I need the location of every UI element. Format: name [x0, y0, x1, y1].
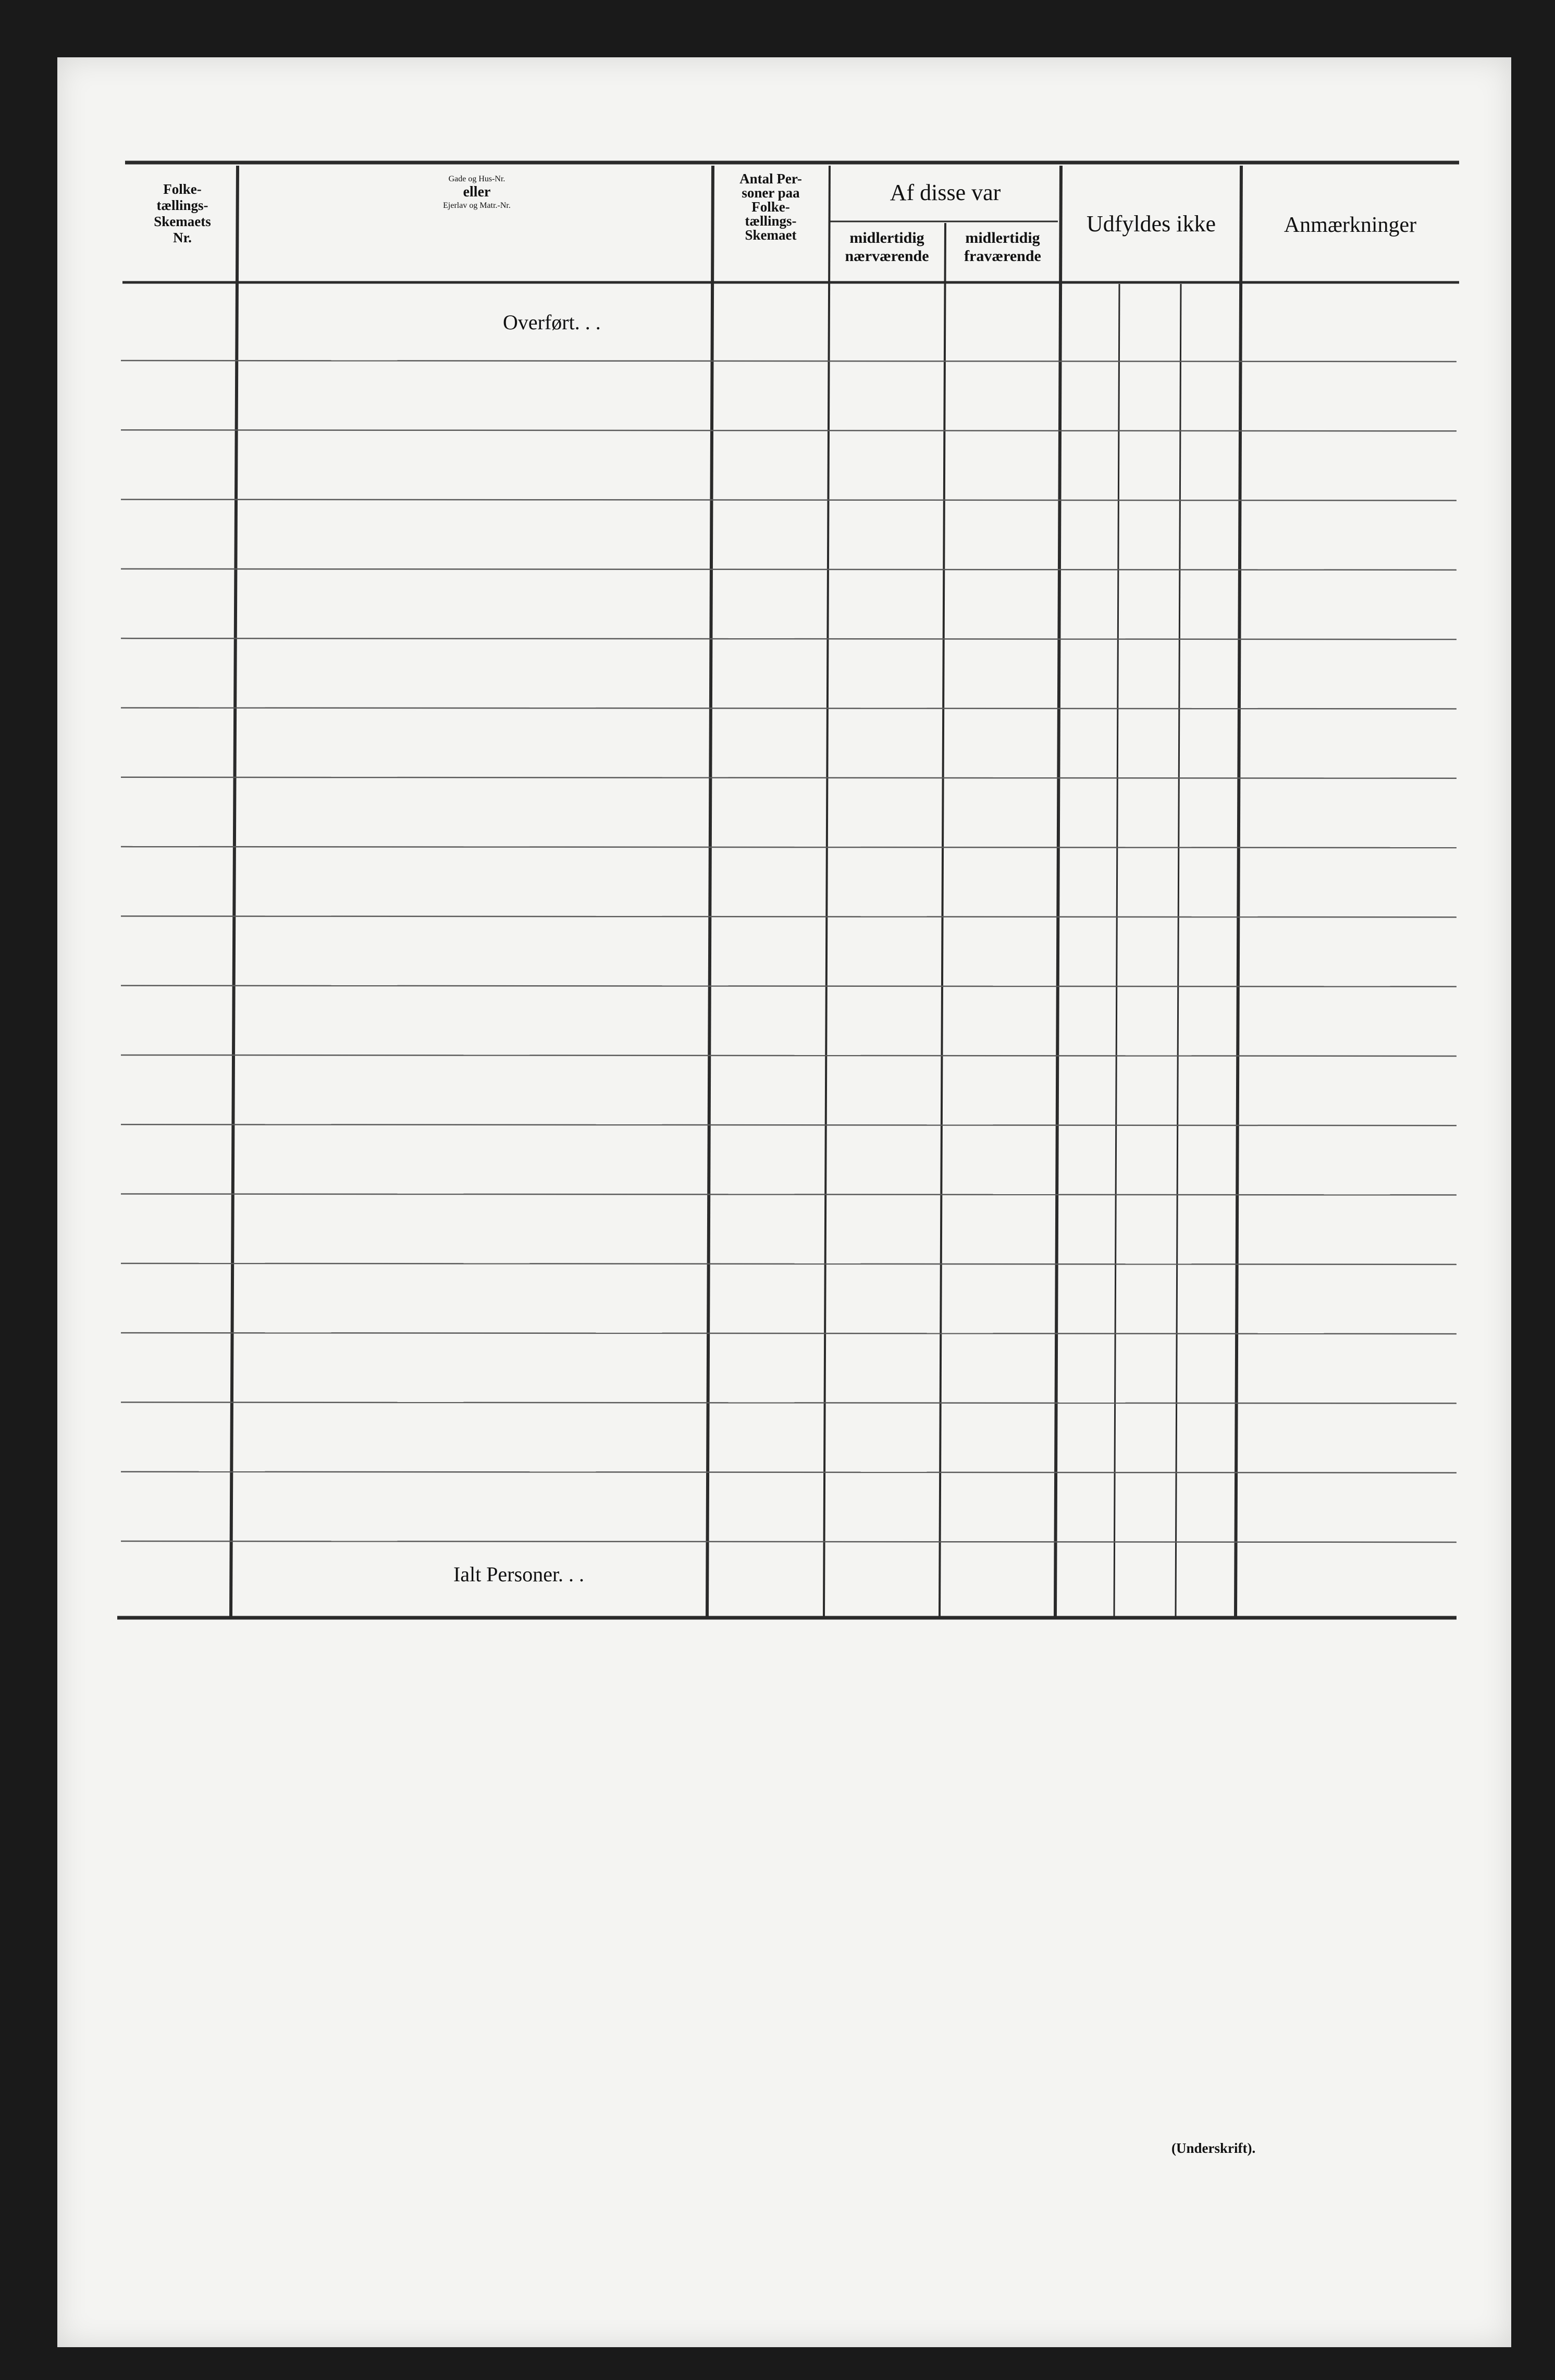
header-line: midlertidig: [849, 229, 924, 246]
header-midlertidig-naervaerende: [831, 229, 943, 265]
header-midlertidig-fravaerende: [946, 229, 1059, 265]
total-persons-label: Ialt Personer. . .: [453, 1563, 585, 1586]
header-line: tællings-: [745, 213, 797, 229]
header-line: soner paa: [742, 185, 800, 201]
header-line: tællings-: [156, 197, 208, 214]
carried-over-label: Overført. . .: [503, 311, 601, 334]
header-line: Skemaet: [745, 227, 797, 243]
signature-caption: (Underskrift).: [1171, 2140, 1256, 2156]
header-line: eller: [463, 184, 491, 201]
header-udfyldes-ikke: Udfyldes ikke: [1086, 211, 1216, 237]
header-line: midlertidig: [965, 229, 1040, 246]
header-line: Folke-: [751, 199, 790, 215]
header-line: nærværende: [845, 247, 929, 265]
header-line: Folke-: [163, 181, 202, 197]
header-antal-personer: [715, 172, 826, 242]
header-line: Gade og Hus-Nr.: [448, 175, 505, 183]
header-line: Antal Per-: [739, 171, 802, 187]
header-line: fraværende: [964, 247, 1041, 265]
header-gade-og-husnr: [245, 175, 709, 210]
form-sheet: [57, 57, 1511, 2347]
header-line: Ejerlav og Matr.-Nr.: [443, 201, 511, 210]
header-af-disse-var: Af disse var: [890, 180, 1001, 205]
header-line: Skemaets: [154, 214, 211, 230]
header-folketaellings-nr: [130, 181, 235, 246]
header-line: Nr.: [173, 230, 192, 246]
header-anmaerkninger: Anmærkninger: [1284, 213, 1417, 237]
